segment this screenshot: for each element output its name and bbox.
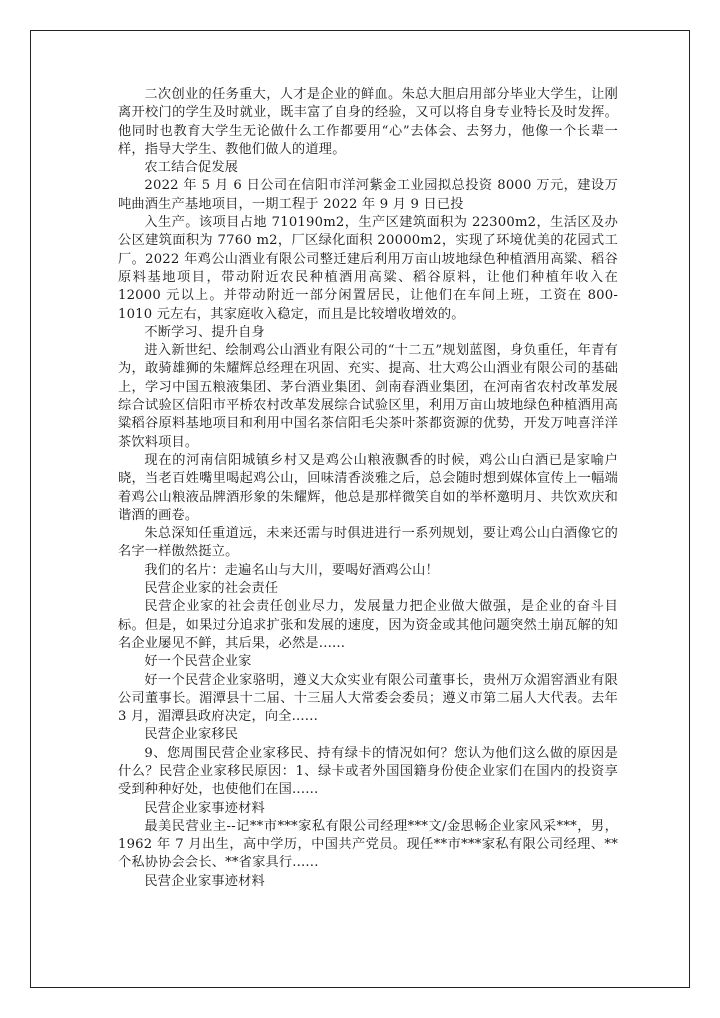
section-heading-immigration: 民营企业家移民 [144, 727, 239, 743]
paragraph-talent: 二次创业的任务重大，人才是企业的鲜血。朱总大胆启用部分毕业大学生，让刚离开校门的学生及时就业，既丰富了自身的经验，又可以将自身专业特长及时发挥。他同时也教育大学生无论做什么工作都要用“心”去体会、去努力，他像一个长辈一样，指导大学生、教他们做人的道理。 [118, 87, 618, 157]
section-heading-learning: 不断学习、提升自身 [144, 324, 265, 340]
paragraph-social-responsibility: 民营企业家的社会责任创业尽力，发展量力把企业做大做强，是企业的奋斗目标。但是，如果过分追求扩张和发展的速度，因为资金或其他问题突然土崩瓦解的知名企业屡见不鲜，其后果，必然是...... [118, 599, 618, 651]
paragraph-good-entrepreneur: 好一个民营企业家骆明，遵义大众实业有限公司董事长，贵州万众湄窖酒业有限公司董事长。湄潭县十二届、十三届人大常委会委员；遵义市第二届人大代表。去年 3 月，湄潭县政府决定，向全...... [118, 672, 618, 725]
paragraph-production: 入生产。该项目占地 710190m2，生产区建筑面积为 22300m2，生活区及办公区建筑面积为 7760 m2，厂区绿化面积 20000m2，实现了环境优美的花园式工厂。2022 年鸡公山酒业有限公司整迁建后利用万亩山坡地绿色种植酒用高粱、稻谷原料基地项目，带动附近农民种植酒用高粱、稻谷原料，让他们种植年收入在 12000 元以上。并带动附近一部分闲置居民，让他们在车间上班，工资在 800-1010 元左右，其家庭收入稳定，而且是比较增收增效的。 [118, 215, 618, 322]
paragraph-slogan: 我们的名片：走遍名山与大川，要喝好酒鸡公山！ [144, 562, 439, 578]
paragraph-immigration: 9、您周围民营企业家移民、持有绿卡的情况如何？您认为他们这么做的原因是什么？民营企业家移民原因：1、绿卡或者外国国籍身份使企业家们在国内的投资享受到种种好处，也使他们在国...... [118, 745, 618, 798]
section-heading-deeds-2: 民营企业家事迹材料 [144, 873, 265, 889]
paragraph-investment: 2022 年 5 月 6 日公司在信阳市洋河紫金工业园拟总投资 8000 万元，建设万吨曲酒生产基地项目，一期工程于 2022 年 9 月 9 日已投 [118, 178, 618, 212]
section-heading-social-responsibility: 民营企业家的社会责任 [144, 581, 279, 597]
paragraph-planning: 朱总深知任重道远，未来还需与时俱进进行一系列规划，要让鸡公山白酒像它的名字一样傲然挺立。 [118, 526, 618, 560]
paragraph-deeds: 最美民营业主--记**市***家私有限公司经理***文/金思畅企业家风采***，男，1962 年 7 月出生，高中学历，中国共产党员。现任**市***家私有限公司经理、**个私协协会会长、**省家具行...... [118, 818, 618, 871]
section-heading-deeds: 民营企业家事迹材料 [144, 800, 265, 816]
document-body [118, 86, 618, 891]
paragraph-xinyang: 现在的河南信阳城镇乡村又是鸡公山粮液飘香的时候，鸡公山白酒已是家喻户晓，当老百姓嘴里喝起鸡公山，回味清香淡雅之后，总会随时想到媒体宣传上一幅端着鸡公山粮液品牌酒形象的朱耀辉，他总是那样微笑自如的举杯邀明月、共饮欢庆和谐酒的画卷。 [118, 452, 618, 523]
paragraph-new-century: 进入新世纪、绘制鸡公山酒业有限公司的“十二五”规划蓝图，身负重任，年青有为，敢骑雄狮的朱耀辉总经理在巩固、充实、提高、壮大鸡公山酒业有限公司的基础上，学习中国五粮液集团、茅台酒业集团、剑南春酒业集团，在河南省农村改革发展综合试验区信阳市平桥农村改革发展综合试验区里，利用万亩山坡地绿色种植酒用高粱稻谷原料基地项目和利用中国名茶信阳毛尖茶叶茶都资源的优势，开发万吨喜洋洋茶饮料项目。 [118, 343, 618, 450]
section-heading-agri-industry: 农工结合促发展 [144, 160, 239, 176]
section-heading-good-entrepreneur: 好一个民营企业家 [144, 654, 252, 670]
